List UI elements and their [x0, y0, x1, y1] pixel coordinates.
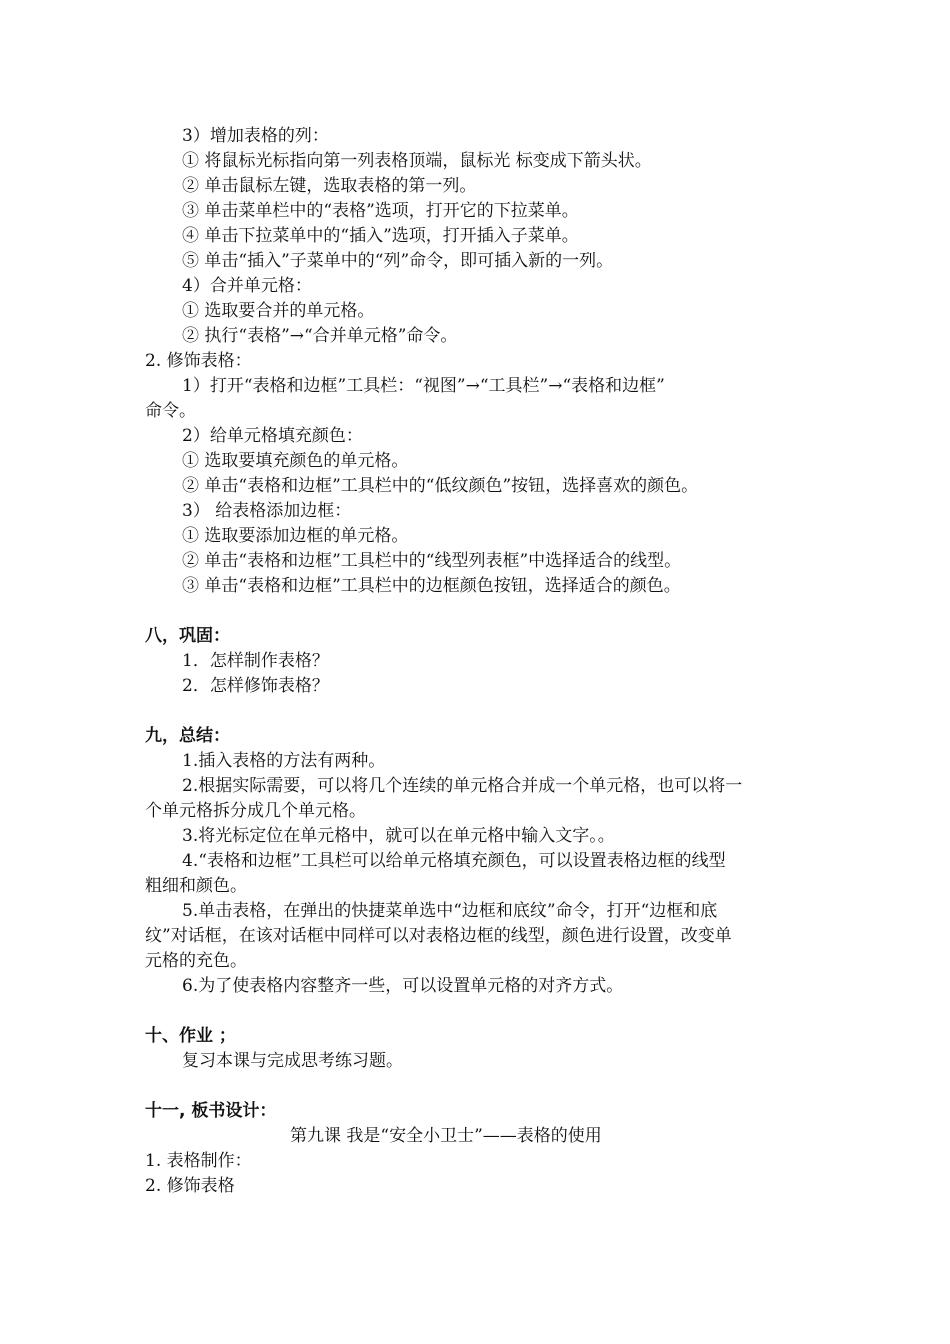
board-title: 第九课 我是“安全小卫士”——表格的使用 — [290, 1126, 602, 1146]
fill-step-2: ② 单击“表格和边框”工具栏中的“低纹颜色”按钮，选择喜欢的颜色。 — [182, 476, 699, 496]
toolbar-line-2: 命令。 — [145, 401, 196, 421]
col-step-4: ④ 单击下拉菜单中的“插入”选项，打开插入子菜单。 — [182, 226, 579, 246]
summary-line: 4.“表格和边框”工具栏可以给单元格填充颜色，可以设置表格边框的线型 — [182, 851, 726, 871]
summary-line: 3.将光标定位在单元格中，就可以在单元格中输入文字。。 — [182, 826, 615, 846]
summary-line: 5.单击表格，在弹出的快捷菜单选中“边框和底纹”命令，打开“边框和底 — [182, 901, 718, 921]
col-step-5: ⑤ 单击“插入”子菜单中的“列”命令，即可插入新的一列。 — [182, 251, 614, 271]
summary-line: 6.为了使表格内容整齐一些，可以设置单元格的对齐方式。 — [182, 976, 624, 996]
board-item: 1. 表格制作： — [145, 1151, 252, 1171]
toolbar-line-1: 1）打开“表格和边框”工具栏：“视图”→“工具栏”→“表格和边框” — [182, 376, 665, 396]
fill-title: 2）给单元格填充颜色： — [182, 426, 363, 446]
summary-line: 个单元格拆分成几个单元格。 — [145, 801, 366, 821]
border-step-3: ③ 单击“表格和边框”工具栏中的边框颜色按钮，选择适合的颜色。 — [182, 576, 681, 596]
summary-line: 2.根据实际需要，可以将几个连续的单元格合并成一个单元格，也可以将一 — [182, 776, 743, 796]
board-item: 2. 修饰表格 — [145, 1176, 235, 1196]
section10-heading: 十、作业 ； — [145, 1026, 236, 1046]
section8-heading: 八，巩固： — [145, 626, 230, 646]
border-step-1: ① 选取要添加边框的单元格。 — [182, 526, 409, 546]
col-title: 3）增加表格的列： — [182, 126, 329, 146]
col-step-3: ③ 单击菜单栏中的“表格”选项，打开它的下拉菜单。 — [182, 201, 579, 221]
merge-step-2: ② 执行“表格”→“合并单元格”命令。 — [182, 326, 458, 346]
merge-title: 4）合并单元格： — [182, 276, 312, 296]
col-step-1: ① 将鼠标光标指向第一列表格顶端，鼠标光 标变成下箭头状。 — [182, 151, 652, 171]
summary-line: 1.插入表格的方法有两种。 — [182, 751, 386, 771]
homework-text: 复习本课与完成思考练习题。 — [182, 1051, 403, 1071]
section9-heading: 九，总结： — [145, 726, 230, 746]
col-step-2: ② 单击鼠标左键，选取表格的第一列。 — [182, 176, 477, 196]
fill-step-1: ① 选取要填充颜色的单元格。 — [182, 451, 409, 471]
border-title: 3） 给表格添加边框： — [182, 501, 352, 521]
merge-step-1: ① 选取要合并的单元格。 — [182, 301, 375, 321]
decorate-title: 2. 修饰表格： — [145, 351, 252, 371]
section11-heading: 十一, 板书设计： — [145, 1101, 277, 1121]
summary-line: 元格的充色。 — [145, 951, 247, 971]
section8-item: 2．怎样修饰表格？ — [182, 676, 329, 696]
summary-line: 粗细和颜色。 — [145, 876, 247, 896]
section8-item: 1．怎样制作表格？ — [182, 651, 329, 671]
border-step-2: ② 单击“表格和边框”工具栏中的“线型列表框”中选择适合的线型。 — [182, 551, 682, 571]
summary-line: 纹”对话框，在该对话框中同样可以对表格边框的线型，颜色进行设置，改变单 — [145, 926, 732, 946]
